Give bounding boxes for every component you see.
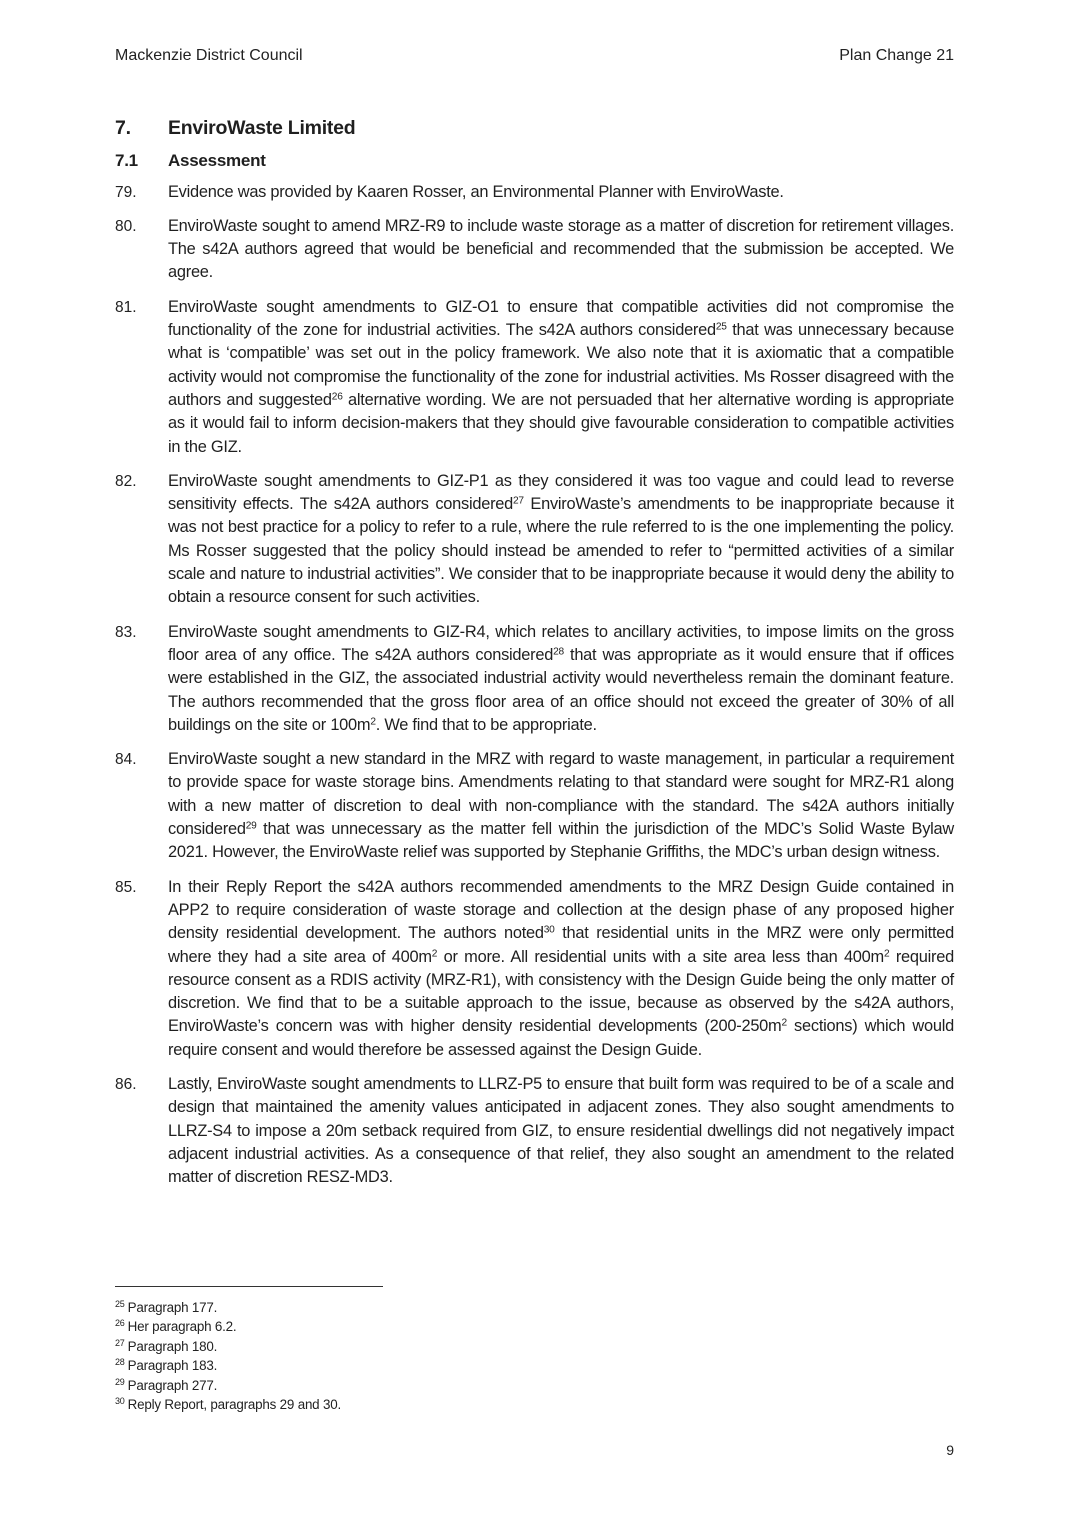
text-run: . We find that to be appropriate. xyxy=(375,715,597,734)
numbered-paragraph xyxy=(115,215,954,285)
text-run: EnviroWaste sought a new standard in the MRZ with regard to waste management, in particular a requirement to provide space for waste storage bins. Amendments relating to that standard were sought for MRZ-R1 along with a new matter of discretion to deal with non-compliance with the standard. The s42A authors initially considered xyxy=(168,750,954,839)
paragraph-number: 85. xyxy=(115,878,137,896)
numbered-paragraph xyxy=(115,296,954,459)
header-organisation: Mackenzie District Council xyxy=(115,47,303,64)
superscript: 2 xyxy=(431,947,438,959)
footnotes xyxy=(115,1298,715,1414)
paragraph-text xyxy=(168,181,954,204)
subsection-title: Assessment xyxy=(168,151,266,171)
footnote-text: Paragraph 180. xyxy=(127,1338,218,1354)
paragraph-number: 81. xyxy=(115,298,137,316)
text-run: EnviroWaste sought amendments to GIZ-O1 to ensure that compatible activities did not compromise the functionality of the zone for industrial activities. The s42A authors considered xyxy=(168,297,954,340)
text-run: EnviroWaste’s amendments to be inappropriate because it was not best practice for a policy to refer to a rule, where the rule referred to is the one implementing the policy. Ms Rosser suggested that the policy should instead be amended to refer to “permitted activities of a similar scale and nature to industrial activities”. We consider that to be inappropriate because it would deny the ability to obtain a resource consent for such activities. xyxy=(168,495,954,607)
header-document-title: Plan Change 21 xyxy=(839,47,954,64)
footnote-number: 26 xyxy=(115,1318,125,1329)
text-run: sections) which would require consent and would therefore be assessed against the Design Guide. xyxy=(168,1017,954,1059)
paragraph-text xyxy=(168,876,954,1062)
footnote xyxy=(115,1356,715,1375)
paragraph-text xyxy=(168,1073,954,1189)
text-run: alternative wording. We are not persuaded that her alternative wording is appropriate as it would fail to inform decision-makers that they should give favourable consideration to compatible activities in the GIZ. xyxy=(168,390,954,456)
numbered-paragraph xyxy=(115,470,954,610)
paragraph-text xyxy=(168,748,954,864)
text-run: EnviroWaste sought to amend MRZ-R9 to include waste storage as a matter of discretion for retirement villages. The s42A authors agreed that would be beneficial and recommended that the submission be accepted. We agree. xyxy=(168,216,954,282)
footnote xyxy=(115,1298,715,1317)
text-run: required resource consent as a RDIS activity (MRZ-R1), with consistency with the Design Guide being the only matter of discretion. We find that to be a suitable approach to the issue, because as observed by the s42A authors, EnviroWaste’s concern was with higher density residential developments (200-250m xyxy=(168,947,954,1036)
paragraph-text xyxy=(168,215,954,285)
text-run: that was appropriate as it would ensure that if offices were established in the GIZ, the associated industrial activity would nevertheless remain the dominant feature. The authors recommended that the gross floor area of an office should not exceed the greater of 30% of all buildings on the site or 100m xyxy=(168,645,954,734)
footnote-separator xyxy=(115,1286,383,1287)
paragraph-number: 79. xyxy=(115,183,137,201)
paragraph-number: 84. xyxy=(115,751,137,769)
footnote-number: 28 xyxy=(115,1357,125,1368)
footnote-number: 25 xyxy=(115,1299,125,1309)
footnote-text: Paragraph 177. xyxy=(127,1300,218,1315)
paragraph-number: 86. xyxy=(115,1075,137,1093)
superscript: 29 xyxy=(245,820,257,832)
section-number: 7. xyxy=(115,117,131,139)
numbered-paragraph xyxy=(115,181,954,204)
paragraph-list xyxy=(115,181,954,1190)
paragraph-text xyxy=(168,470,954,610)
superscript: 2 xyxy=(883,947,890,959)
superscript: 28 xyxy=(553,646,564,658)
superscript: 2 xyxy=(781,1017,787,1029)
subsection-number: 7.1 xyxy=(115,151,138,171)
numbered-paragraph xyxy=(115,748,954,864)
superscript: 30 xyxy=(543,924,555,936)
superscript: 2 xyxy=(370,716,376,728)
footnote-text: Reply Report, paragraphs 29 and 30. xyxy=(127,1397,341,1413)
superscript: 26 xyxy=(331,391,343,403)
footnote-number: 27 xyxy=(115,1337,125,1348)
numbered-paragraph xyxy=(115,876,954,1062)
footnote-number: 30 xyxy=(115,1396,125,1407)
paragraph-text xyxy=(168,296,954,459)
text-run: or more. All residential units with a site area less than 400m xyxy=(437,947,884,966)
footnote-number: 29 xyxy=(115,1376,125,1387)
text-run: In their Reply Report the s42A authors recommended amendments to the MRZ Design Guide contained in APP2 to require consideration of waste storage and collection at the design phase of any proposed higher density residential development. The authors noted xyxy=(168,877,954,943)
footnote xyxy=(115,1337,715,1356)
text-run: that was unnecessary as the matter fell within the jurisdiction of the MDC’s Solid Waste Bylaw 2021. However, the EnviroWaste relief was supported by Stephanie Griffiths, the MDC’s urban design witness. xyxy=(168,820,954,862)
footnote-text: Paragraph 277. xyxy=(127,1377,218,1393)
main-content xyxy=(115,117,954,1200)
superscript: 25 xyxy=(715,321,727,333)
superscript: 27 xyxy=(513,495,524,507)
paragraph-number: 83. xyxy=(115,623,137,641)
numbered-paragraph xyxy=(115,1073,954,1189)
text-run: Evidence was provided by Kaaren Rosser, an Environmental Planner with EnviroWaste. xyxy=(168,182,784,201)
footnote xyxy=(115,1317,715,1336)
subsection-heading xyxy=(115,149,954,172)
text-run: that was unnecessary because what is ‘compatible’ was set out in the policy framework. We also note that it is axiomatic that a compatible activity would not compromise the functionality of the zone for industrial activities. Ms Rosser disagreed with the authors and suggested xyxy=(168,321,954,409)
footnote xyxy=(115,1376,715,1395)
paragraph-text xyxy=(168,621,954,737)
section-heading xyxy=(115,117,954,140)
paragraph-number: 80. xyxy=(115,217,137,235)
text-run: EnviroWaste sought amendments to GIZ-R4, which relates to ancillary activities, to impose limits on the gross floor area of any office. The s42A authors considered xyxy=(168,622,954,664)
text-run: EnviroWaste sought amendments to GIZ-P1 as they considered it was too vague and could lead to reverse sensitivity effects. The s42A authors considered xyxy=(168,471,954,514)
page-number: 9 xyxy=(946,1442,954,1458)
paragraph-number: 82. xyxy=(115,472,137,490)
text-run: Lastly, EnviroWaste sought amendments to LLRZ-P5 to ensure that built form was required to be of a scale and design that maintained the amenity values anticipated in adjacent zones. They also sought amendments to LLRZ-S4 to impose a 20m setback required from GIZ, to ensure residential dwellings did not negatively impact adjacent industrial activities. As a consequence of that relief, they also sought an amendment to the related matter of discretion RESZ-MD3. xyxy=(168,1074,954,1187)
numbered-paragraph xyxy=(115,621,954,737)
footnote xyxy=(115,1395,715,1414)
footnote-text: Her paragraph 6.2. xyxy=(127,1319,237,1335)
text-run: that residential units in the MRZ were only permitted where they had a site area of 400m xyxy=(168,924,954,966)
section-title: EnviroWaste Limited xyxy=(168,117,356,139)
footnote-text: Paragraph 183. xyxy=(127,1358,218,1374)
